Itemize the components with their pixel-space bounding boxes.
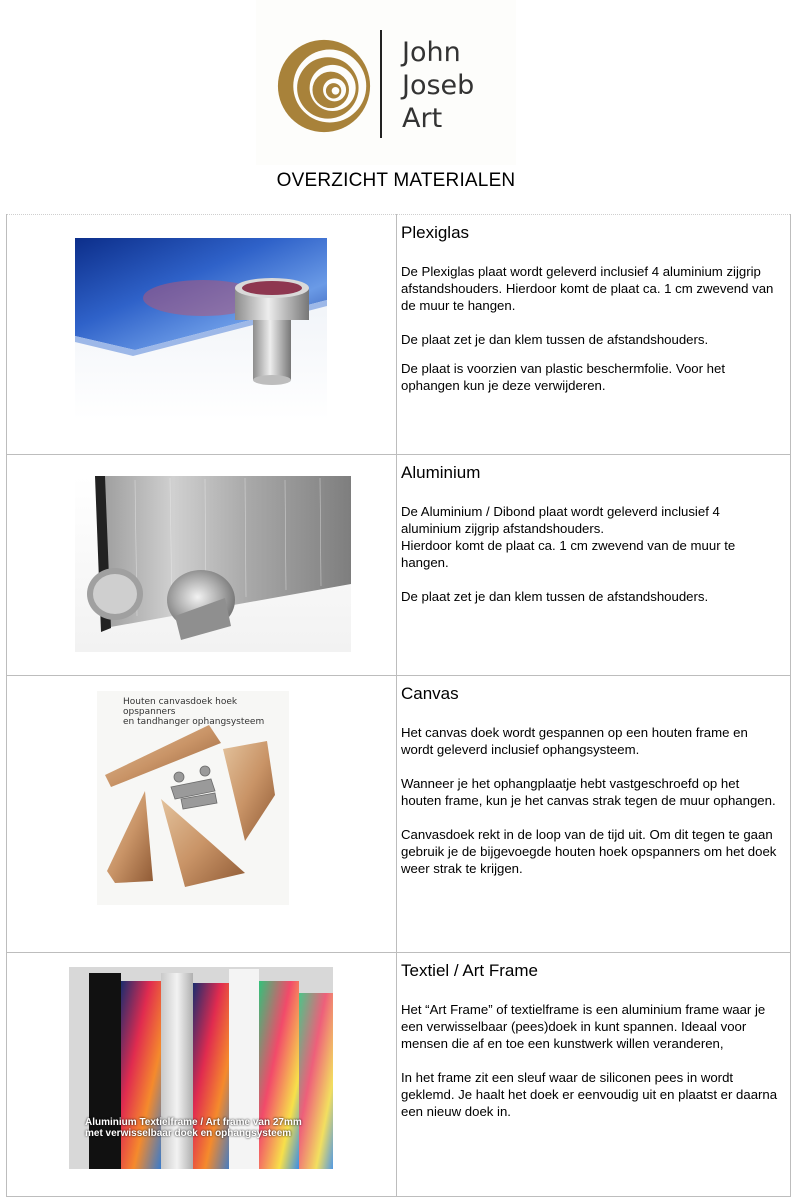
spiral-logo-icon — [276, 38, 372, 134]
material-text: Het “Art Frame” of textielframe is een aluminium frame waar je een verwisselbaar (pees)doek in kunt spannen. Ideaal voor mensen die af en toe een kunstwerk willen veranderen, — [401, 1002, 766, 1051]
material-text: De Aluminium / Dibond plaat wordt geleverd inclusief 4 aluminium zijgrip afstandshouders. — [401, 504, 720, 536]
caption-line-2: met verwisselbaar doek en ophangsysteem — [85, 1128, 292, 1139]
material-text: Hierdoor komt de plaat ca. 1 cm zwevend van de muur te hangen. — [401, 538, 736, 570]
brand-name — [402, 36, 474, 135]
material-text: De plaat is voorzien van plastic beschermfolie. Voor het ophangen kun je deze verwijderen. — [401, 361, 725, 393]
text-cell — [397, 455, 791, 676]
table-row — [7, 455, 791, 676]
material-text: De Plexiglas plaat wordt geleverd inclusief 4 aluminium zijgrip afstandshouders. Hierdoor komt de plaat ca. 1 cm zwevend van de muur te hangen. — [401, 264, 774, 313]
image-cell — [7, 215, 397, 455]
image-caption — [85, 1117, 302, 1139]
image-cell — [7, 676, 397, 953]
image-caption — [123, 697, 289, 727]
material-text: Het canvas doek wordt gespannen op een houten frame en wordt geleverd inclusief ophangsysteem. — [401, 725, 748, 757]
aluminium-photo — [75, 476, 351, 652]
material-title: Textiel / Art Frame — [401, 961, 538, 980]
material-text: De plaat zet je dan klem tussen de afstandshouders. — [401, 332, 709, 347]
table-row — [7, 215, 791, 455]
image-cell — [7, 953, 397, 1197]
text-cell — [397, 676, 791, 953]
brand-line-3: Art — [402, 103, 443, 134]
material-text: De plaat zet je dan klem tussen de afstandshouders. — [401, 589, 709, 604]
text-cell — [397, 953, 791, 1197]
textile-frame-photo — [69, 967, 333, 1169]
material-text: In het frame zit een sleuf waar de siliconen pees in wordt geklemd. Je haalt het doek er eenvoudig uit en plaatst er daarna een nieuw doek in. — [401, 1070, 778, 1119]
brand-line-1: John — [402, 37, 461, 68]
page-title: OVERZICHT MATERIALEN — [276, 170, 516, 191]
materials-table — [6, 214, 791, 1197]
material-title: Aluminium — [401, 463, 481, 482]
text-cell — [397, 215, 791, 455]
material-text: Wanneer je het ophangplaatje hebt vastgeschroefd op het houten frame, kun je het canvas strak tegen de muur ophangen. — [401, 776, 776, 808]
brand-line-2: Joseb — [402, 70, 475, 101]
image-cell — [7, 455, 397, 676]
material-title: Canvas — [401, 684, 459, 703]
logo-divider — [380, 30, 382, 138]
table-row — [7, 953, 791, 1197]
material-text: Canvasdoek rekt in de loop van de tijd uit. Om dit tegen te gaan gebruik je de bijgevoegde houten hoek opspanners om het doek weer strak te krijgen. — [401, 827, 777, 876]
brand-logo — [256, 0, 516, 165]
table-row — [7, 676, 791, 953]
caption-line-2: en tandhanger ophangsysteem — [123, 717, 265, 727]
plexiglas-photo — [75, 238, 327, 420]
canvas-photo — [97, 691, 289, 905]
caption-line-1: Aluminium Textielframe / Art frame van 27mm — [85, 1117, 302, 1128]
material-title: Plexiglas — [401, 223, 470, 242]
caption-line-1: Houten canvasdoek hoek opspanners — [123, 697, 238, 717]
